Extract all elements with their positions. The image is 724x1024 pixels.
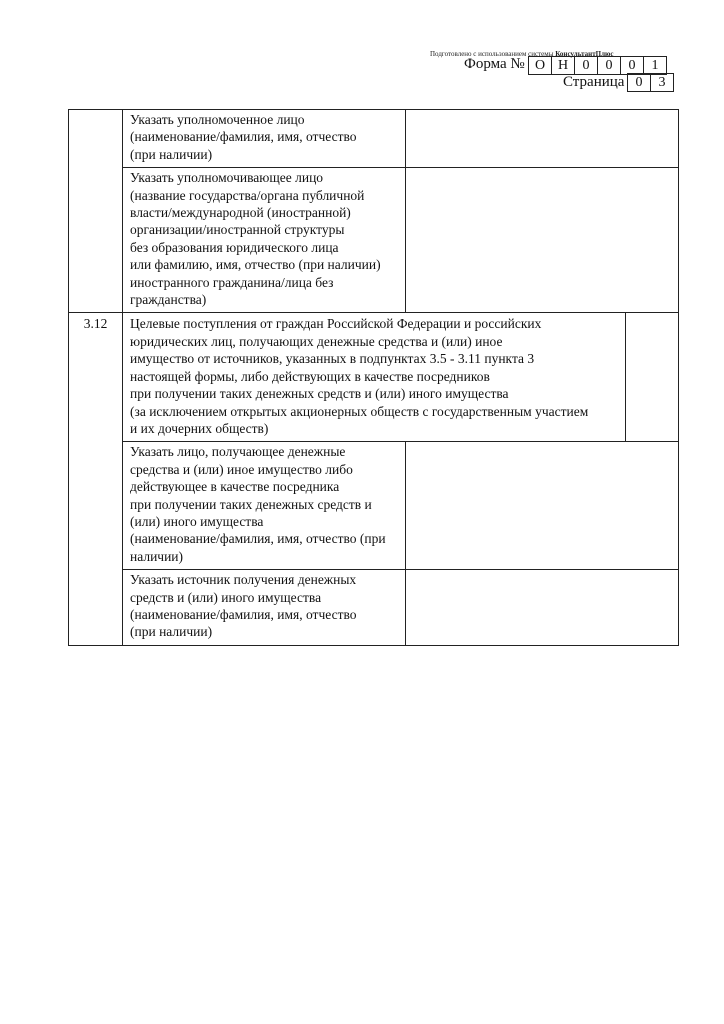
page-number-cell: 3: [650, 73, 674, 92]
form-code-cell: О: [528, 56, 552, 75]
table-row: [69, 110, 679, 168]
table-row: [69, 442, 679, 570]
prepared-brand: КонсультантПлюс: [555, 50, 614, 58]
authorizing-person-label: Указать уполномочивающее лицо (название государства/органа публичной власти/международной (иностранной) организации/иностранной структуры без образования юридического лица или фамилию, имя, отчество (при наличии) иностранного гражданина/лица без гражданства): [123, 168, 406, 313]
recipient-person-field[interactable]: [406, 442, 679, 570]
form-code-cell: 0: [597, 56, 621, 75]
table-row: [69, 168, 679, 313]
table-row: [69, 570, 679, 646]
item-number: 3.12: [69, 313, 123, 645]
recipient-person-label: Указать лицо, получающее денежные средства и (или) иное имущество либо действующее в качестве посредника при получении таких денежных средств и (или) иного имущества (наименование/фамилия, имя, отчество (при наличии): [123, 442, 406, 570]
item-3-12-wrap: [123, 313, 678, 441]
form-number-label: Форма №: [464, 56, 525, 72]
form-code-cell: 0: [620, 56, 644, 75]
page-number-cells: [628, 73, 674, 92]
prepared-prefix: Подготовлено с использованием системы: [430, 50, 556, 58]
authorized-person-label: Указать уполномоченное лицо (наименование/фамилия, имя, отчество (при наличии): [123, 110, 406, 168]
authorizing-person-field[interactable]: [406, 168, 679, 313]
item-3-12-mark-field[interactable]: [626, 313, 678, 441]
form-code-cell: Н: [551, 56, 575, 75]
funding-source-label: Указать источник получения денежных средств и (или) иного имущества (наименование/фамилия, имя, отчество (при наличии): [123, 570, 406, 646]
page-number-cell: 0: [627, 73, 651, 92]
form-code-cell: 0: [574, 56, 598, 75]
authorized-person-field[interactable]: [406, 110, 679, 168]
item-3-12-text: Целевые поступления от граждан Российской Федерации и российских юридических лиц, получающих денежные средства и (или) иное имущество от источников, указанных в подпунктах 3.5 - 3.11 пункта 3 настоящей формы, либо действующих в качестве посредников при получении таких денежных средств и (или) иного имущества (за исключением открытых акционерных обществ с государственным участием и их дочерних обществ): [123, 313, 626, 441]
form-table: [68, 109, 679, 646]
table-row: [69, 313, 679, 442]
page-label: Страница: [563, 74, 625, 90]
funding-source-field[interactable]: [406, 570, 679, 646]
form-code-cell: 1: [643, 56, 667, 75]
row-number-cell: [69, 110, 123, 313]
item-3-12-cell: [123, 313, 679, 442]
